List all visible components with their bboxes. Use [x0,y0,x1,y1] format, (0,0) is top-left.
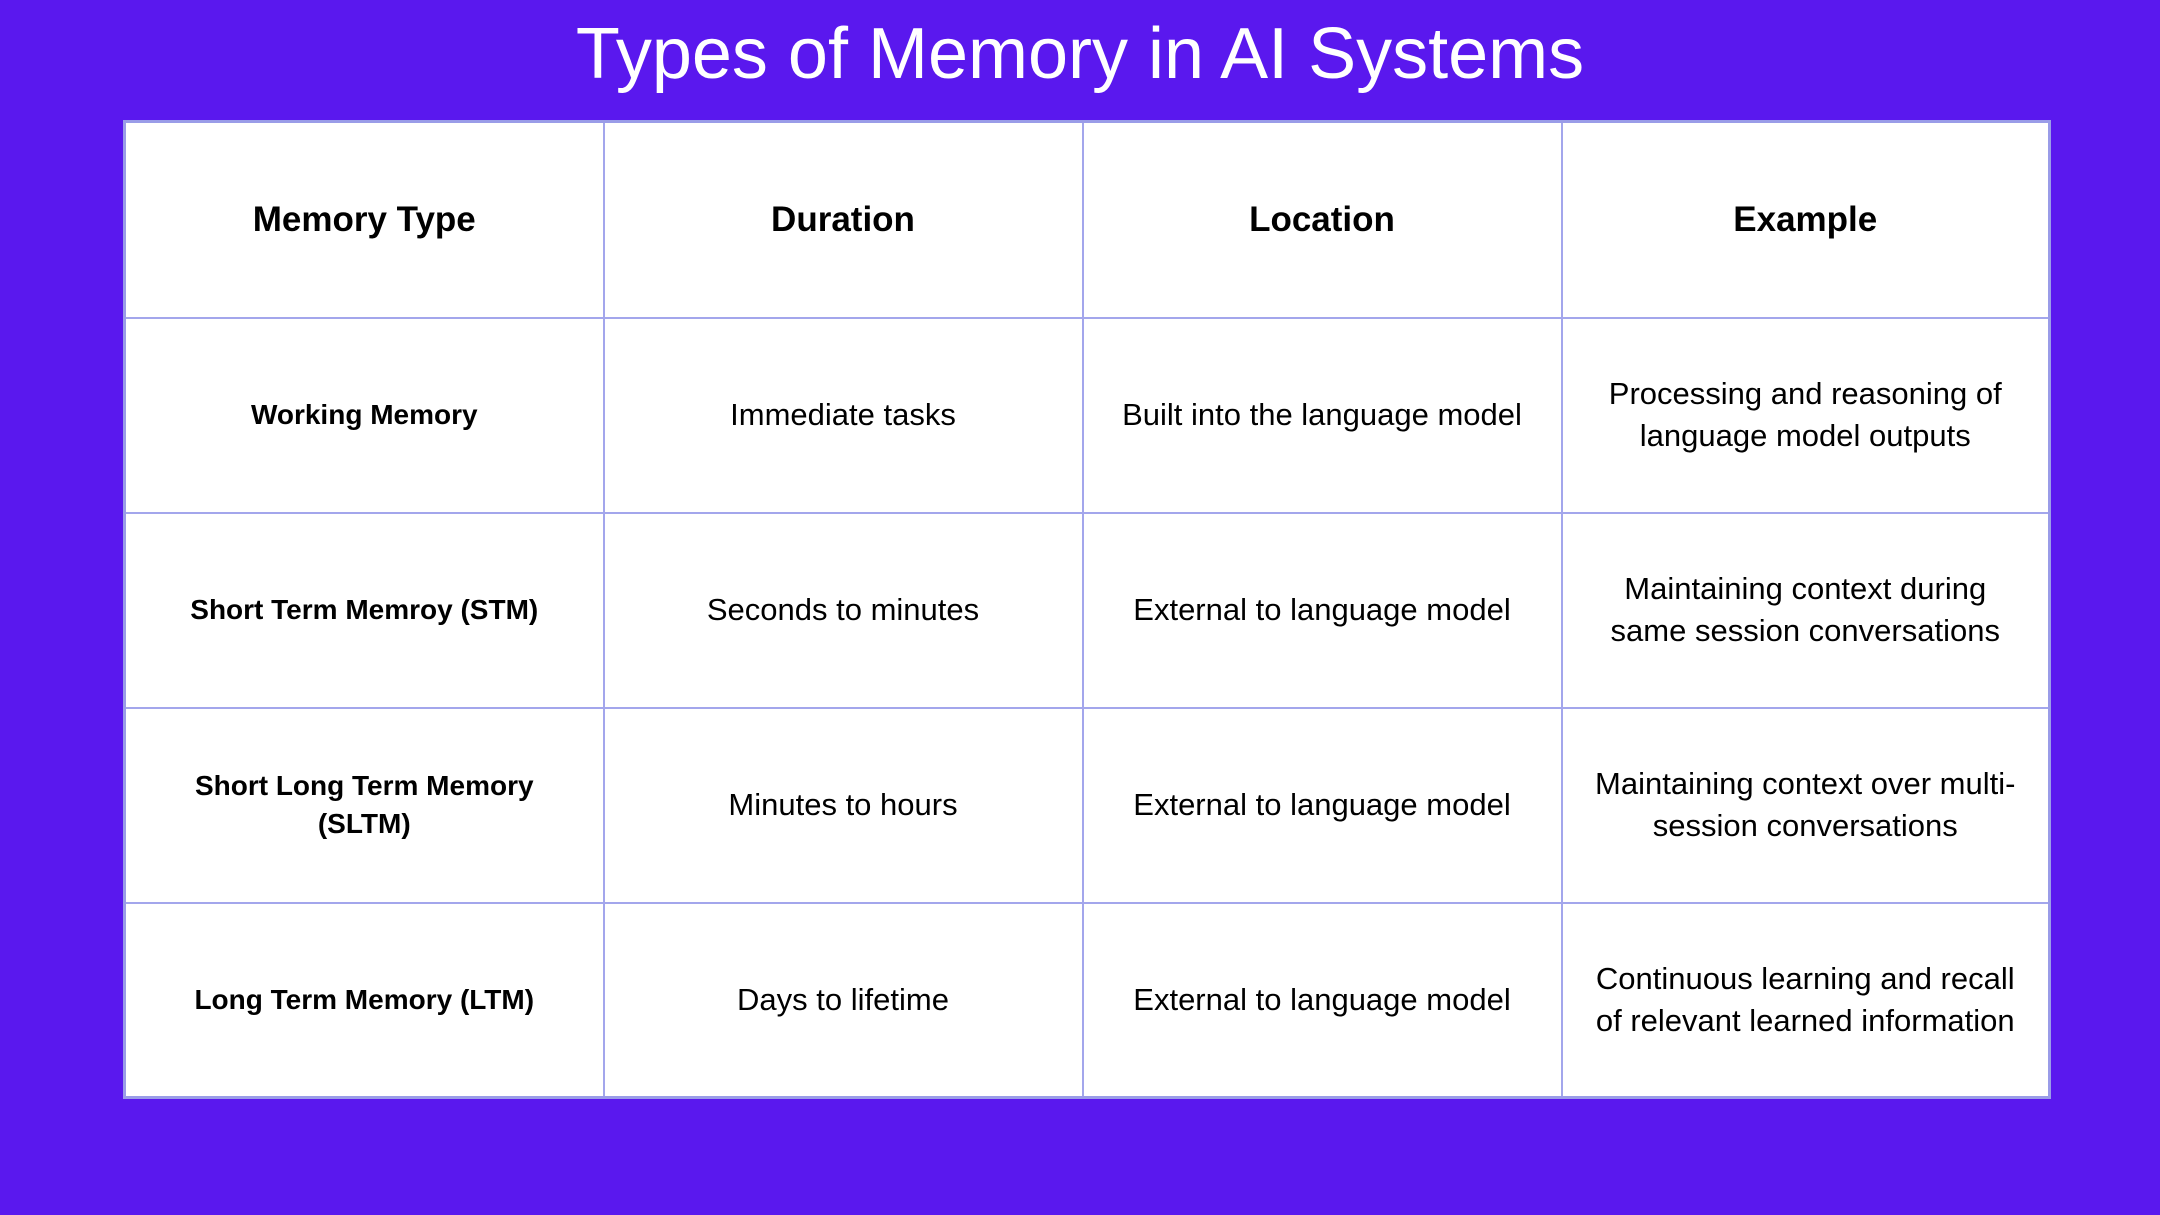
column-header-memory-type: Memory Type [125,122,604,318]
cell-example: Maintaining context during same session conversations [1562,513,2050,708]
cell-memory-type: Short Term Memroy (STM) [125,513,604,708]
cell-location: External to language model [1083,903,1562,1098]
column-header-example: Example [1562,122,2050,318]
table-row [125,318,2050,513]
cell-memory-type: Working Memory [125,318,604,513]
table-header-row [125,122,2050,318]
memory-types-table [123,120,2051,1099]
column-header-location: Location [1083,122,1562,318]
column-header-duration: Duration [604,122,1083,318]
table-row [125,513,2050,708]
cell-duration: Immediate tasks [604,318,1083,513]
cell-memory-type: Long Term Memory (LTM) [125,903,604,1098]
cell-location: External to language model [1083,708,1562,903]
page-title: Types of Memory in AI Systems [575,14,1585,94]
cell-example: Processing and reasoning of language model outputs [1562,318,2050,513]
cell-example: Continuous learning and recall of relevant learned information [1562,903,2050,1098]
cell-duration: Days to lifetime [604,903,1083,1098]
cell-duration: Seconds to minutes [604,513,1083,708]
memory-table-container [123,120,2048,1099]
table-row [125,903,2050,1098]
cell-example: Maintaining context over multi-session conversations [1562,708,2050,903]
table-row [125,708,2050,903]
cell-location: External to language model [1083,513,1562,708]
cell-duration: Minutes to hours [604,708,1083,903]
cell-memory-type: Short Long Term Memory (SLTM) [125,708,604,903]
cell-location: Built into the language model [1083,318,1562,513]
